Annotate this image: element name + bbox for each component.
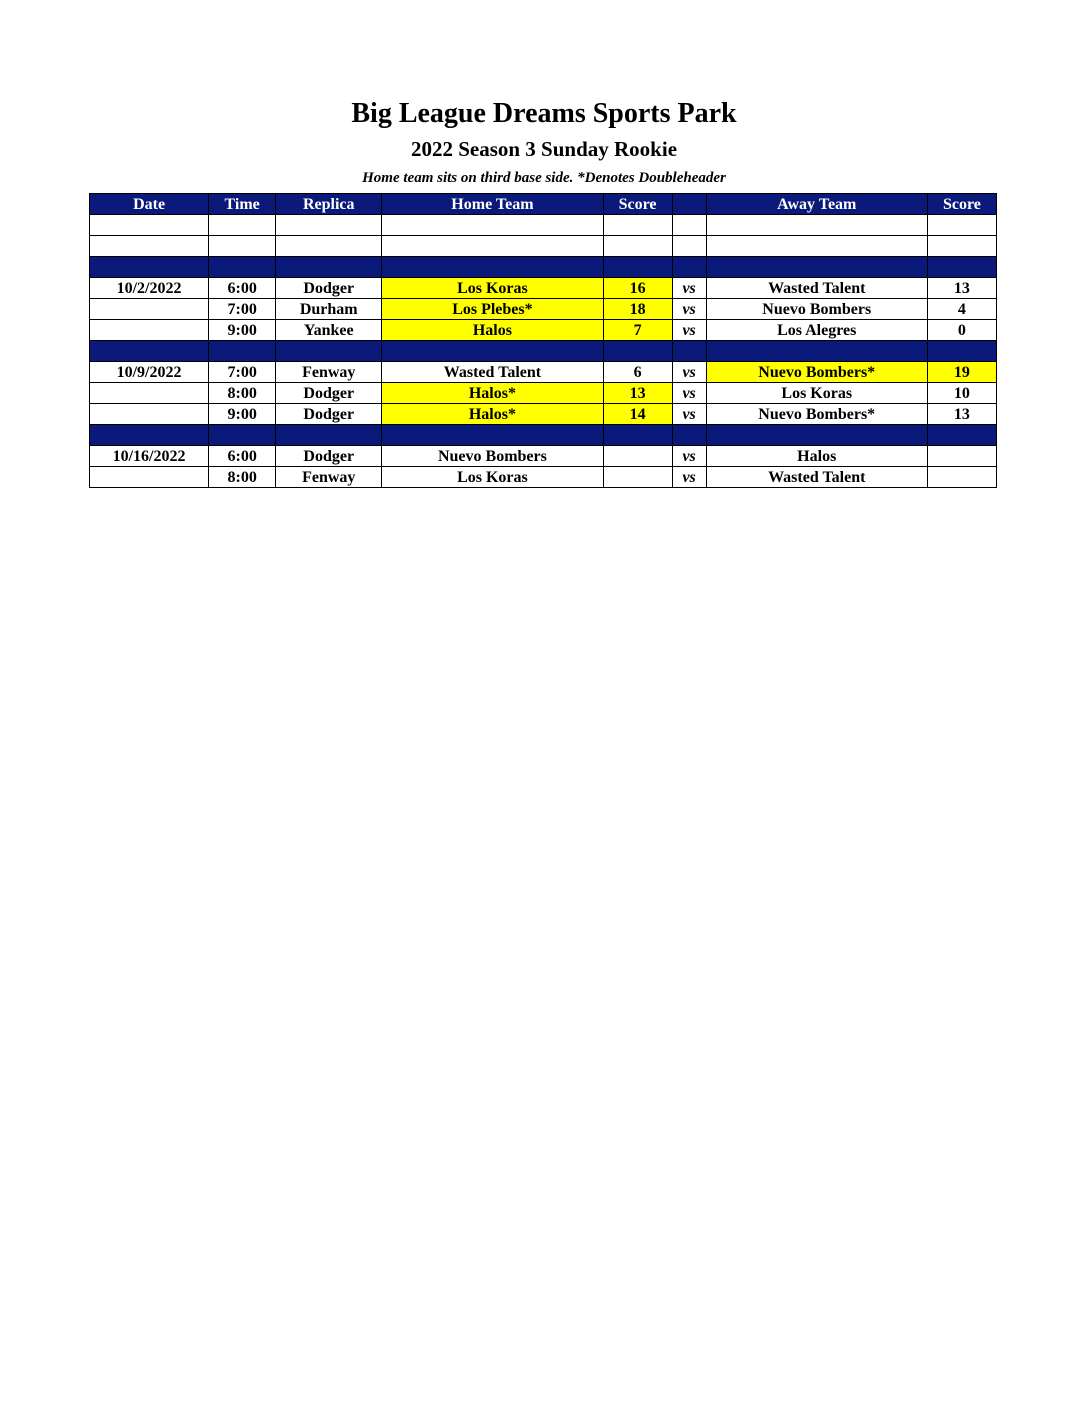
replica-cell: Dodger xyxy=(276,383,382,404)
vs-cell: vs xyxy=(672,278,706,299)
away-score-cell xyxy=(927,446,996,467)
replica-cell: Fenway xyxy=(276,362,382,383)
date-cell xyxy=(90,257,209,278)
replica-cell: Durham xyxy=(276,299,382,320)
away-team-cell: Nuevo Bombers xyxy=(706,299,927,320)
date-cell xyxy=(90,299,209,320)
home-team-cell: Wasted Talent xyxy=(382,362,603,383)
blank-row xyxy=(90,215,997,236)
away-team-cell xyxy=(706,425,927,446)
table-row xyxy=(90,362,997,383)
home-score-cell xyxy=(603,446,672,467)
home-team-cell: Halos* xyxy=(382,383,603,404)
date-cell xyxy=(90,467,209,488)
home-team-cell: Halos* xyxy=(382,404,603,425)
home-score-cell xyxy=(603,215,672,236)
col-home-score-header: Score xyxy=(603,194,672,215)
home-team-cell: Halos xyxy=(382,320,603,341)
home-team-cell: Los Plebes* xyxy=(382,299,603,320)
home-score-cell xyxy=(603,467,672,488)
home-score-cell: 13 xyxy=(603,383,672,404)
away-score-cell: 13 xyxy=(927,404,996,425)
away-score-cell xyxy=(927,341,996,362)
home-team-cell: Nuevo Bombers xyxy=(382,446,603,467)
col-vs-header xyxy=(672,194,706,215)
time-cell: 8:00 xyxy=(209,467,276,488)
doubleheader-note: Home team sits on third base side. *Denotes Doubleheader xyxy=(362,170,726,186)
away-team-cell xyxy=(706,341,927,362)
time-cell: 9:00 xyxy=(209,404,276,425)
time-cell: 9:00 xyxy=(209,320,276,341)
away-score-cell xyxy=(927,425,996,446)
away-team-cell: Los Koras xyxy=(706,383,927,404)
home-team-cell xyxy=(382,236,603,257)
time-cell xyxy=(209,425,276,446)
away-score-cell xyxy=(927,257,996,278)
vs-cell xyxy=(672,425,706,446)
table-row xyxy=(90,278,997,299)
vs-cell: vs xyxy=(672,362,706,383)
replica-cell: Fenway xyxy=(276,467,382,488)
date-cell xyxy=(90,383,209,404)
time-cell xyxy=(209,215,276,236)
vs-cell xyxy=(672,215,706,236)
col-away-score-header: Score xyxy=(927,194,996,215)
vs-cell: vs xyxy=(672,404,706,425)
home-score-cell: 16 xyxy=(603,278,672,299)
away-score-cell: 19 xyxy=(927,362,996,383)
home-score-cell xyxy=(603,425,672,446)
col-home-team-header: Home Team xyxy=(382,194,603,215)
vs-cell xyxy=(672,257,706,278)
replica-cell xyxy=(276,341,382,362)
time-cell: 6:00 xyxy=(209,446,276,467)
table-row xyxy=(90,467,997,488)
date-cell xyxy=(90,236,209,257)
time-cell xyxy=(209,236,276,257)
home-score-cell xyxy=(603,257,672,278)
schedule-table xyxy=(89,193,997,488)
home-score-cell: 7 xyxy=(603,320,672,341)
away-score-cell: 10 xyxy=(927,383,996,404)
page-title: Big League Dreams Sports Park xyxy=(351,98,737,129)
away-score-cell xyxy=(927,236,996,257)
table-row xyxy=(90,320,997,341)
home-team-cell xyxy=(382,425,603,446)
replica-cell: Dodger xyxy=(276,278,382,299)
table-row xyxy=(90,446,997,467)
home-score-cell: 14 xyxy=(603,404,672,425)
header-row xyxy=(90,194,997,215)
date-cell: 10/9/2022 xyxy=(90,362,209,383)
vs-cell: vs xyxy=(672,299,706,320)
away-score-cell: 0 xyxy=(927,320,996,341)
away-score-cell xyxy=(927,467,996,488)
replica-cell: Dodger xyxy=(276,446,382,467)
table-row xyxy=(90,404,997,425)
date-separator-row xyxy=(90,257,997,278)
table-row xyxy=(90,299,997,320)
away-team-cell: Nuevo Bombers* xyxy=(706,362,927,383)
away-team-cell: Los Alegres xyxy=(706,320,927,341)
date-cell xyxy=(90,341,209,362)
time-cell xyxy=(209,341,276,362)
page-subtitle: 2022 Season 3 Sunday Rookie xyxy=(410,137,678,161)
vs-cell: vs xyxy=(672,383,706,404)
date-cell xyxy=(90,320,209,341)
away-score-cell: 13 xyxy=(927,278,996,299)
time-cell xyxy=(209,257,276,278)
replica-cell xyxy=(276,425,382,446)
home-team-cell: Los Koras xyxy=(382,278,603,299)
col-time-header: Time xyxy=(209,194,276,215)
time-cell: 7:00 xyxy=(209,299,276,320)
away-team-cell: Halos xyxy=(706,446,927,467)
time-cell: 8:00 xyxy=(209,383,276,404)
vs-cell: vs xyxy=(672,446,706,467)
col-replica-header: Replica xyxy=(276,194,382,215)
home-team-cell xyxy=(382,215,603,236)
date-cell xyxy=(90,215,209,236)
away-team-cell xyxy=(706,215,927,236)
date-cell: 10/16/2022 xyxy=(90,446,209,467)
home-team-cell: Los Koras xyxy=(382,467,603,488)
col-date-header: Date xyxy=(90,194,209,215)
vs-cell xyxy=(672,236,706,257)
home-score-cell xyxy=(603,236,672,257)
date-separator-row xyxy=(90,425,997,446)
away-team-cell: Wasted Talent xyxy=(706,278,927,299)
home-score-cell xyxy=(603,341,672,362)
home-team-cell xyxy=(382,257,603,278)
vs-cell: vs xyxy=(672,467,706,488)
away-team-cell xyxy=(706,257,927,278)
away-team-cell: Nuevo Bombers* xyxy=(706,404,927,425)
date-cell xyxy=(90,425,209,446)
col-away-team-header: Away Team xyxy=(706,194,927,215)
away-score-cell: 4 xyxy=(927,299,996,320)
replica-cell: Dodger xyxy=(276,404,382,425)
date-cell: 10/2/2022 xyxy=(90,278,209,299)
date-cell xyxy=(90,404,209,425)
vs-cell: vs xyxy=(672,320,706,341)
away-team-cell: Wasted Talent xyxy=(706,467,927,488)
replica-cell xyxy=(276,257,382,278)
home-score-cell: 6 xyxy=(603,362,672,383)
date-separator-row xyxy=(90,341,997,362)
replica-cell: Yankee xyxy=(276,320,382,341)
time-cell: 6:00 xyxy=(209,278,276,299)
vs-cell xyxy=(672,341,706,362)
replica-cell xyxy=(276,215,382,236)
time-cell: 7:00 xyxy=(209,362,276,383)
replica-cell xyxy=(276,236,382,257)
table-row xyxy=(90,383,997,404)
away-team-cell xyxy=(706,236,927,257)
away-score-cell xyxy=(927,215,996,236)
blank-row xyxy=(90,236,997,257)
home-score-cell: 18 xyxy=(603,299,672,320)
home-team-cell xyxy=(382,341,603,362)
